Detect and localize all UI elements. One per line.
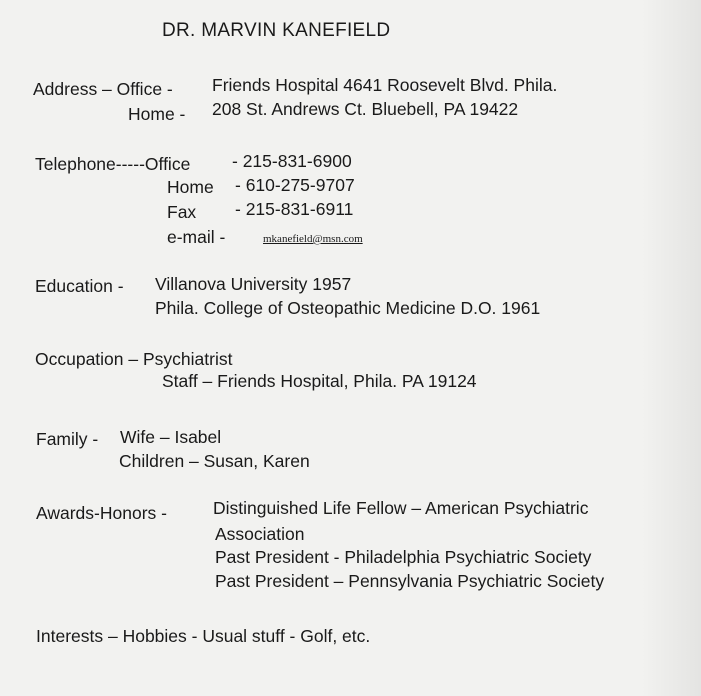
email-value: mkanefield@msn.com xyxy=(263,233,363,245)
address-home-label: Home - xyxy=(128,104,186,124)
email-label: e-mail - xyxy=(167,227,226,247)
telephone-office: - 215-831-6900 xyxy=(232,151,352,171)
awards-line1: Distinguished Life Fellow – American Psychiatric xyxy=(213,498,589,518)
telephone-fax: - 215-831-6911 xyxy=(235,199,354,219)
family-line2: Children – Susan, Karen xyxy=(119,451,310,471)
awards-line3: Past President - Philadelphia Psychiatric Society xyxy=(215,547,592,567)
address-home: 208 St. Andrews Ct. Bluebell, PA 19422 xyxy=(212,99,519,119)
interests-line: Interests – Hobbies - Usual stuff - Golf, etc. xyxy=(36,626,371,646)
education-label: Education - xyxy=(35,276,124,296)
family-line1: Wife – Isabel xyxy=(120,427,222,447)
awards-label: Awards-Honors - xyxy=(36,503,167,523)
occupation-label: Occupation – Psychiatrist xyxy=(35,349,233,369)
scan-edge-shading xyxy=(641,0,701,696)
telephone-fax-label: Fax xyxy=(167,202,197,222)
awards-line2: Association xyxy=(215,524,305,544)
telephone-label: Telephone-----Office xyxy=(35,154,191,174)
page-title: DR. MARVIN KANEFIELD xyxy=(162,20,391,41)
education-line2: Phila. College of Osteopathic Medicine D.O. 1961 xyxy=(155,298,541,318)
address-label: Address – Office - xyxy=(33,79,173,99)
family-label: Family - xyxy=(36,429,99,449)
awards-line4: Past President – Pennsylvania Psychiatric Society xyxy=(215,571,605,591)
education-line1: Villanova University 1957 xyxy=(155,274,352,294)
occupation-line2: Staff – Friends Hospital, Phila. PA 19124 xyxy=(162,371,477,391)
telephone-home: - 610-275-9707 xyxy=(235,175,355,195)
telephone-home-label: Home xyxy=(167,177,214,197)
address-office: Friends Hospital 4641 Roosevelt Blvd. Phila. xyxy=(212,75,558,95)
